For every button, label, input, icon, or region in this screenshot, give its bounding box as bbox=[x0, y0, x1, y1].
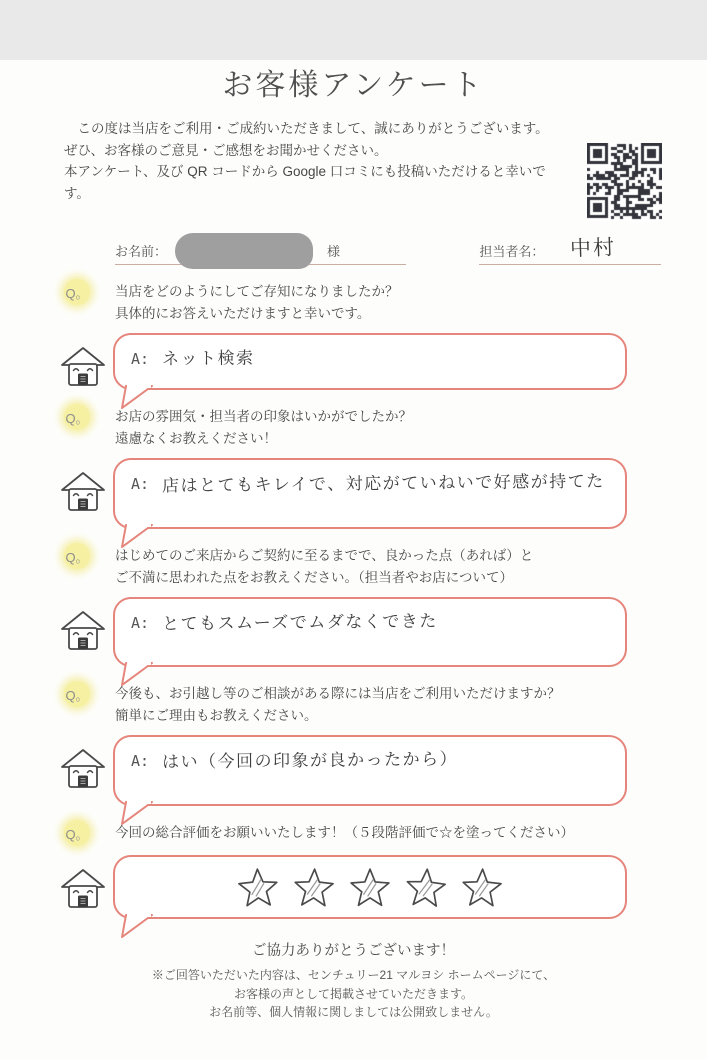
answer-bubble-3 bbox=[113, 597, 627, 667]
page-title: お客様アンケート bbox=[222, 69, 485, 102]
answer-bubble-2 bbox=[113, 458, 627, 529]
answer-prefix: A: bbox=[131, 752, 150, 770]
question-block-1 bbox=[0, 281, 707, 390]
footer-notes bbox=[0, 966, 707, 1022]
question-line: 具体的にお答えいただけますと幸いです。 bbox=[115, 305, 371, 321]
bubble-tail bbox=[118, 384, 158, 410]
staff-label: 担当者名： bbox=[479, 244, 545, 259]
question-line: お店の雰囲気・担当者の印象はいかがでしたか？ bbox=[115, 409, 412, 424]
question-text bbox=[115, 406, 412, 449]
bubble-tail bbox=[118, 800, 158, 826]
customer-name-field bbox=[115, 224, 406, 265]
house-mascot-icon bbox=[60, 470, 106, 514]
question-text bbox=[115, 545, 533, 588]
handwritten-answer: とてもスムーズでムダなくできた bbox=[161, 611, 438, 635]
question-block-5 bbox=[0, 822, 707, 919]
question-line: はじめてのご来店からご契約に至るまでで、良かった点（あれば）と bbox=[115, 548, 534, 563]
question-badge: Q。 bbox=[64, 820, 90, 846]
star-icon bbox=[348, 866, 392, 908]
answer-bubble-5 bbox=[113, 855, 627, 919]
answer-bubble-4 bbox=[113, 735, 627, 806]
question-line: 遠慮なくお教えください！ bbox=[115, 430, 277, 446]
question-badge: Q。 bbox=[64, 681, 90, 707]
handwritten-answer: ネット検索 bbox=[161, 348, 255, 370]
question-line: 今回の総合評価をお願いいたします！（５段階評価で☆を塗ってください） bbox=[115, 825, 574, 840]
staff-name-field bbox=[479, 230, 661, 265]
intro-line: この度は当店をご利用・ご成約いただきまして、誠にありがとうございます。 bbox=[77, 121, 549, 136]
question-badge: Q。 bbox=[64, 279, 90, 305]
handwritten-answer: 店はとてもキレイで、対応がていねいで好感が持てた bbox=[161, 471, 605, 497]
house-mascot-icon bbox=[60, 345, 106, 389]
bubble-tail bbox=[118, 523, 158, 549]
name-suffix: 様 bbox=[327, 244, 341, 259]
star-icon bbox=[403, 865, 450, 910]
question-line: ご不満に思われた点をお教えください。（担当者やお店について） bbox=[115, 569, 513, 585]
question-block-4 bbox=[0, 683, 707, 806]
bubble-tail bbox=[118, 661, 158, 687]
intro-text bbox=[64, 118, 557, 204]
footer-note-line: お客様の声として掲載させていただきます。 bbox=[233, 986, 474, 1001]
star-icon bbox=[459, 865, 504, 909]
footer-note-line: お名前等、個人情報に関しましては公開致しません。 bbox=[209, 1005, 498, 1019]
name-row bbox=[115, 224, 661, 265]
handwritten-answer: はい（今回の印象が良かったから） bbox=[161, 749, 458, 773]
answer-prefix: A: bbox=[131, 475, 150, 493]
star-rating bbox=[236, 866, 504, 908]
house-mascot-icon bbox=[60, 747, 106, 791]
answer-prefix: A: bbox=[131, 614, 150, 632]
question-badge: Q。 bbox=[64, 543, 90, 569]
bubble-tail bbox=[118, 913, 158, 939]
footer-note-line: ※ご回答いただいた内容は、センチュリー21 マルヨシ ホームページにて、 bbox=[151, 968, 556, 982]
question-block-3 bbox=[0, 545, 707, 667]
answer-bubble-1 bbox=[113, 333, 627, 390]
thanks-message: ご協力ありがとうございます！ bbox=[252, 943, 455, 959]
intro-line: ぜひ、お客様のご意見・ご感想をお聞かせください。 bbox=[64, 142, 388, 158]
intro-line: 本アンケート、及び QR コードから Google 口コミにも投稿いただけると幸いです。 bbox=[64, 164, 546, 201]
answer-prefix: A: bbox=[131, 350, 150, 368]
name-label: お名前： bbox=[115, 244, 168, 259]
question-line: 今後も、お引越し等のご相談がある際には当店をご利用いただけますか？ bbox=[115, 686, 561, 701]
house-mascot-icon bbox=[60, 609, 106, 653]
question-text bbox=[115, 281, 399, 324]
question-line: 簡単にご理由もお教えください。 bbox=[115, 707, 318, 723]
redacted-name bbox=[175, 233, 313, 269]
house-mascot-icon bbox=[60, 867, 106, 911]
question-line: 当店をどのようにしてご存知になりましたか？ bbox=[115, 284, 399, 299]
question-badge: Q。 bbox=[64, 404, 90, 430]
star-icon bbox=[235, 865, 280, 909]
star-icon bbox=[291, 865, 336, 909]
question-block-2 bbox=[0, 406, 707, 529]
staff-name-handwritten: 中村 bbox=[570, 235, 617, 261]
qr-code bbox=[587, 143, 662, 221]
question-text bbox=[115, 822, 574, 846]
survey-page bbox=[0, 60, 707, 1060]
question-text bbox=[115, 683, 561, 726]
